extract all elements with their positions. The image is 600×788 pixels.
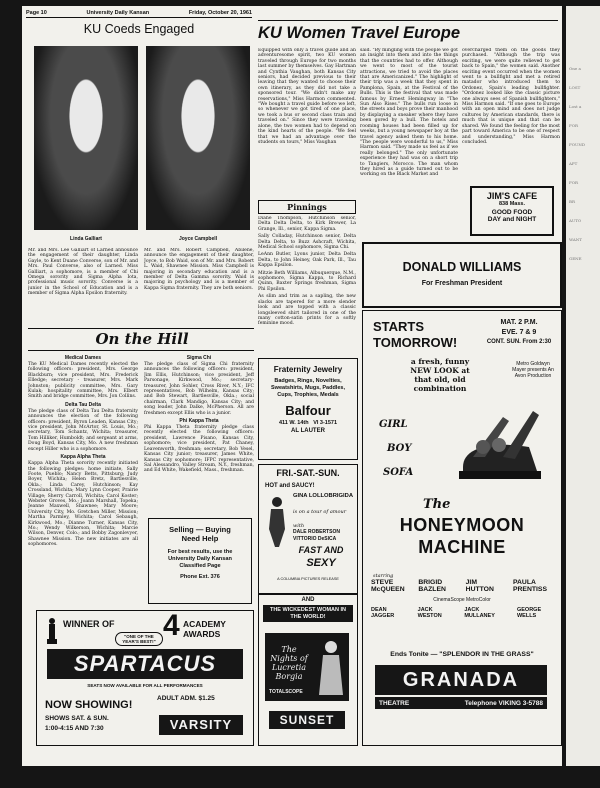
coeds-heading: KU Coeds Engaged (83, 22, 195, 36)
folio-date: Friday, October 20, 1961 (188, 10, 252, 16)
kappa-theta-text: Kappa Alpha Theta sorority recently initiated the following pledges: home initiate, Sally Foote, Pueblo; Nancy Betts, Pittsburg; Judy Boyer, Wichita; Helen Bretz, Bartlesville, Okla.; Linda Carey, Hutchinson; Kay Crossland, Wichita; Mary Lynn Cooper, Prairie Village; Sherry Carroll, Wichita; Carol Koster; Webster Groves, Mo.; Joann Marshall, Topeka; Jeanne Maxwell, Shawnee; Mary Moore; University City, Mo. Gretchen Miller, Mission; Martha Parmley, Wichita; Carol Sebaugh, Kirkwood, Mo.; Dianne Turner, Kansas City, Mo.; Wendy Wilkerson, Wichita; Marcie Wilson, Denver, Colo.; and Bobby Zagonlevyer, Shawnee Mission. The new initiates are all sophomores. (28, 461, 138, 548)
honey-sofa: SOFA (383, 467, 414, 478)
women-col1: Equipped with only a travel guide and an adventuresome spirit, two KU women traveled through Europe for two months last summer by themselves. Gay Hartman and Cynthia Vaughan, both Kansas City seniors, had decided previous to their leaving that they wanted to choose their own itinerary, as they did not take a sponsored tour. "We didn't make any reservations," Miss Harmon commented. "We bought a travel guide before we left, so whenever we got tired of one place, we took a bus or second class train and traveled on." Since they were traveling alone, the two women had to depend on the kind hearts of the people. "We feel that we had an advantage over the students on tours," Miss Vaughan (258, 48, 356, 145)
spartacus-seats: SEATS NOW AVAILABLE FOR ALL PERFORMANCES (87, 683, 203, 688)
fast-and-sexy-ad (258, 464, 358, 594)
balfour-ad (258, 358, 358, 460)
honey-the: The (423, 497, 451, 512)
classified-phone: Phone Ext. 376 (180, 574, 220, 580)
edge-text-line: WANT (569, 237, 582, 242)
jims-address: 838 Mass. (499, 201, 525, 207)
delta-tau-head: Delta Tau Delta (65, 401, 101, 408)
edge-text-line: BR (569, 199, 575, 204)
oscar-statue-icon (45, 617, 59, 645)
spartacus-winner: WINNER OF (63, 619, 115, 629)
honey-mgm: Metro Goldwyn Mayer presents An Avon Production (512, 361, 554, 379)
cast-weston: JACK WESTON (417, 607, 442, 619)
edge-text-line: Lost a (569, 104, 582, 109)
on-the-hill-heading: On the Hill (95, 330, 189, 348)
jims-name: JIM'S CAFE (486, 191, 538, 201)
spartacus-times: 1:00-4:15 AND 7:30 (45, 725, 104, 732)
hill-col-left (28, 353, 138, 609)
honey-scope: CinemaScope MetroColor (433, 597, 491, 603)
donald-line: For Freshman President (421, 280, 503, 287)
phi-kappa-text: Phi Kappa Theta fraternity pledge class recently elected the following officers: president, Lawrence Pisano, Kansas City, sophomore; vice president, Pat Chaney, Leavenworth, freshman; secretary, Bob Vesel, Kansas City junior; treasurer, James White, Kansas City sophomore; IFPC representative, Sal Alessandro, Valley Stream, N.Y., freshman, and Ed White, Wakefield, Mass., freshman. (144, 425, 254, 474)
varsity-marquee: VARSITY (159, 715, 243, 735)
cast-jagger: DEAN JAGGER (371, 607, 395, 619)
honey-cast-row2 (371, 607, 557, 619)
medical-dames-head: Medical Dames (64, 355, 102, 361)
balfour-agent: AL LAUTER (291, 428, 325, 434)
honey-cast-row1 (371, 579, 557, 593)
fri-costar2: VITTORIO DeSICA (293, 536, 337, 542)
fri-star: GINA LOLLOBRIGIDA (293, 493, 354, 499)
pinning-4: Mitzie Beth Williams, Albuquerque, N.M., sophomore, Sigma Kappa, to Richard Quinn, Baxter Springs freshman, Sigma Phi Epsilon. (258, 270, 356, 292)
fri-title2: SEXY (306, 557, 336, 569)
honey-tagline: a fresh, funny NEW LOOK at that old, old combination (410, 357, 470, 393)
pinnings-col (258, 216, 356, 354)
pinnings (258, 200, 356, 214)
medical-dames-text: The KU Medical Dames recently elected the following officers: president, Mrs. George Blackburn; vice president, Mrs. Frederick Elledge; secretary - treasurer, Mrs. Mark Johnston; publicity committee, Mrs. Gary Kulak; hospitality committee, Mrs. Elbert Smith and bridge committee, Mrs. Jon Collins. (28, 362, 138, 400)
lucretia-borgia-ad (258, 594, 358, 746)
fri-tag: HOT and SAUCY! (265, 483, 315, 489)
jims-cafe-ad (470, 186, 554, 236)
linda-story: Mr. and Mrs. Lee Galliart of Larned announce the engagement of their daughter, Linda Gayle, to Kent Duane Converse, son of Mr. and Mrs. Paul Converse, also of Larned. Miss Galliart, a sophomore, is a member of Chi Omega sorority and Sigma Alpha Iota, professional music sorority. Converse is a junior in the School of Education and is a member of Sigma Alpha Epsilon fraternity. (28, 248, 138, 297)
cast-wells: GEORGE WELLS (516, 607, 542, 619)
women-col3: overcharged them on the goods they purchased. "Although the trip was exciting, we were quite relieved to get back to Spain," the women said. Another exciting event occurred when the women went to a bullfight and met a retired matador who introduced them to Ordonez, Spain's leading bullfighter. "Ordonez looked like the classic picture one always sees of Spanish bullfighters," Miss Harmon said. "If one goes to Europe with an open mind and does not judge cultures by American standards, there is much that is unique and that can be shared. We found the feeling for the most part toward America to be one of respect and understanding," Miss Harmon concluded. (462, 48, 560, 145)
honey-ends: Ends Tonite — "SPLENDOR IN THE GRASS" (390, 651, 534, 658)
honey-starts: STARTS (373, 319, 425, 334)
honey-tomorrow: TOMORROW! (373, 335, 458, 350)
adjacent-page-edge (566, 6, 600, 766)
edge-text-line: FOUND (569, 142, 586, 147)
balfour-title: Fraternity Jewelry (273, 365, 343, 374)
fri-costar: DALE ROBERTSON (293, 529, 340, 535)
folio-page: Page 10 (26, 10, 47, 16)
pinnings-heading: Pinnings (258, 200, 356, 214)
balfour-phone: VI 3-1571 (313, 420, 338, 426)
wicked-poster (265, 633, 349, 701)
spartacus-title: SPARTACUS (47, 649, 243, 679)
wicked-scope: TOTALSCOPE (269, 689, 303, 695)
gina-figure-icon (265, 495, 289, 549)
lucretia-figure-icon (317, 639, 345, 695)
pinning-2: Sally Colladay, Hutchinson senior, Delta Delta Delta, to Buzz Ashcraft, Wichita, Medical School sophomore, Sigma Chi. (258, 234, 356, 251)
fri-title1: FAST AND (298, 545, 344, 555)
delta-tau-text: The pledge class of Delta Tau Delta fraternity announces the election of the following officers: president, Byron Leaden, Kansas City; vice president, John McArtor, St. Louis, Mo.; secretary, Tom Schantz, Wichita; treasurer, Tom Hilliker, Humboldt; and sergeant at arms, Doug Boyd, Kansas City, Mo. A new freshman except Hiller who is a sophomore. (28, 408, 138, 452)
edge-text-line: AUTO (569, 218, 582, 223)
honey-boy: BOY (387, 443, 412, 454)
joyce-story: Mr. and Mrs. Robert Campbell, Abilene, announce the engagement of their daughter, Joyce, to Bob Waid, son of Mr. and Mrs. Robert L. Waid, Shawnee Mission. Miss Campbell is majoring in secondary education and is a member of Delta Gamma sorority. Waid is majoring in psychology and is a member of Kappa Sigma fraternity. They are both seniors. (144, 248, 254, 291)
edge-text-line: GENE (569, 256, 582, 261)
fri-days: FRI.-SAT.-SUN. (276, 468, 340, 478)
cast-mcqueen: STEVE McQUEEN (371, 579, 405, 593)
kappa-theta-head: Kappa Alpha Theta (60, 454, 106, 461)
cast-mullaney: JACK MULLANEY (464, 607, 495, 619)
honeymoon-machine-ad (362, 310, 562, 746)
granada-label: THEATRE (379, 699, 410, 707)
honey-eve: EVE. 7 & 9 (501, 329, 537, 336)
classified-body: For best results, use the University Daily Kansan Classified Page (167, 549, 233, 569)
women-headline: KU Women Travel Europe (258, 24, 461, 42)
fri-studio: A COLUMBIA PICTURES RELEASE (277, 577, 339, 581)
sigma-chi-head: Sigma Chi (186, 355, 212, 361)
classified-ad (148, 518, 252, 604)
phi-kappa-head: Phi Kappa Theta (179, 418, 219, 425)
wicked-film: The Nights of Lucretia Borgia (270, 645, 308, 681)
granada-phone: Telephone VIKING 3-5788 (464, 699, 543, 707)
joyce-photo (146, 46, 250, 230)
sunset-marquee: SUNSET (269, 711, 345, 729)
edge-text-line: LOST (569, 85, 581, 90)
page-folio (26, 10, 252, 18)
fri-with: with (293, 523, 305, 529)
cast-bazlen: BRIGID BAZLEN (418, 579, 446, 593)
hill-col-right (144, 353, 254, 511)
honey-starring: starring (373, 573, 394, 579)
sigma-chi-text: The pledge class of Sigma Chi fraternity announces the following officers: president, Jim Ellis, Hutchinson; vice president, Jeff Parsonage, Kirkwood, Mo.; secretary-treasurer, John Sohler, Cross River, N.Y.; IFC representatives, Bob Wilhelm, Kansas City; and Bob Stewart, Bartlesville, Okla.; social chairman, Clark Mandigo, Kansas City; and song leader, John Dalke, McPherson. All are freshmen except Ellis who is a junior. (144, 362, 254, 416)
spartacus-now: NOW SHOWING! (45, 699, 133, 711)
women-col2: said. "By mingling with the people we got an insight into them and into the things that the countries had to offer. Although we went to most of the tourist attractions, we tried to avoid the places that are Americanized." The highlight of their trip was a week that they spent in Pamplona, Spain, at the Festival of the Bulls. This is the festival that was made famous by Ernest Hemingway in "The Sun Also Rises." The bulls run loose in the streets and boys prove their manhood by displaying a sneaker where they have been gored by a bull. The hotels and rooming houses had been filled up for weeks, but a young newspaper boy at the travel agency asked them to his home. "The people were wonderful to us," Miss Harmon said. "They made us feel as if we really belonged." The only unfortunate experience they had was on a short trip to Tangiers, Morocco. The man whom they hired as a guide turned out to be working on the Black Market and (360, 48, 458, 178)
linda-caption: Linda Galliart (70, 236, 102, 242)
wicked-and: AND (301, 597, 315, 603)
cast-hutton: JIM HUTTON (465, 579, 494, 593)
balfour-name: Balfour (285, 403, 331, 418)
spartacus-big-4: 4 (163, 609, 180, 642)
classified-line2: Need Help (181, 534, 219, 543)
balfour-address: 411 W. 14th (278, 420, 309, 426)
edge-text-line: FOR (569, 180, 579, 185)
newspaper-page (22, 6, 562, 766)
pinning-3: LeAnn Butler, Lyons junior, Delta Delta Delta, to John Heiney, Oak Park, Ill., Tau Kappa Epsilon. (258, 252, 356, 269)
edge-text-line: FOR (569, 123, 579, 128)
classified-line1: Selling — Buying (169, 525, 231, 534)
pinning-1: Diane Thompson, Hutchinson senior, Delta Delta Delta, to Kirk Brewer, La Grange, Ill., senior, Kappa Sigma. (258, 216, 356, 232)
wicked-title: THE WICKEDEST WOMAN IN THE WORLD! (263, 605, 353, 622)
jims-line2: DAY and NIGHT (487, 216, 537, 223)
honey-title2: MACHINE (418, 537, 506, 557)
joyce-caption: Joyce Campbell (178, 236, 218, 242)
granada-marquee: GRANADA (375, 665, 547, 695)
linda-photo (34, 46, 138, 230)
slacks-note: As slim and trim as a sapling, the new slacks are tapered for a more slender look and are topped with a classic longsleeved shirt tailored in one of the many cotton-satin prints for a softly feminine mood. (258, 294, 356, 327)
jims-line1: GOOD FOOD (491, 209, 533, 216)
edge-text-line: APT (569, 161, 578, 166)
spartacus-awards: ACADEMY AWARDS (183, 619, 226, 639)
honey-mat: MAT. 2 P.M. (500, 319, 538, 326)
donald-williams-ad (362, 242, 562, 308)
folio-paper: University Daily Kansan (86, 10, 150, 16)
fri-blurb: is on a tour of amour (293, 509, 347, 515)
granada-info (375, 697, 547, 709)
spartacus-year: "ONE OF THE YEAR'S BEST!" (115, 632, 163, 646)
cast-prentiss: PAULA PRENTISS (512, 579, 547, 593)
edge-text-line: One a (569, 66, 581, 71)
couple-on-sofa-icon (433, 397, 553, 487)
spartacus-shows: SHOWS SAT. & SUN. (45, 715, 109, 722)
spartacus-ad (36, 610, 254, 746)
honey-title1: HONEYMOON (399, 515, 525, 535)
donald-name: DONALD WILLIAMS (402, 260, 522, 274)
honey-sun: CONT. SUN. From 2:30 (486, 339, 552, 345)
spartacus-adult: ADULT ADM. $1.25 (157, 695, 215, 702)
balfour-items: Badges, Rings, Novelties, Sweatshirts, Mugs, Paddles, Cups, Trophies, Medals (271, 378, 345, 398)
honey-girl: GIRL (379, 419, 408, 430)
